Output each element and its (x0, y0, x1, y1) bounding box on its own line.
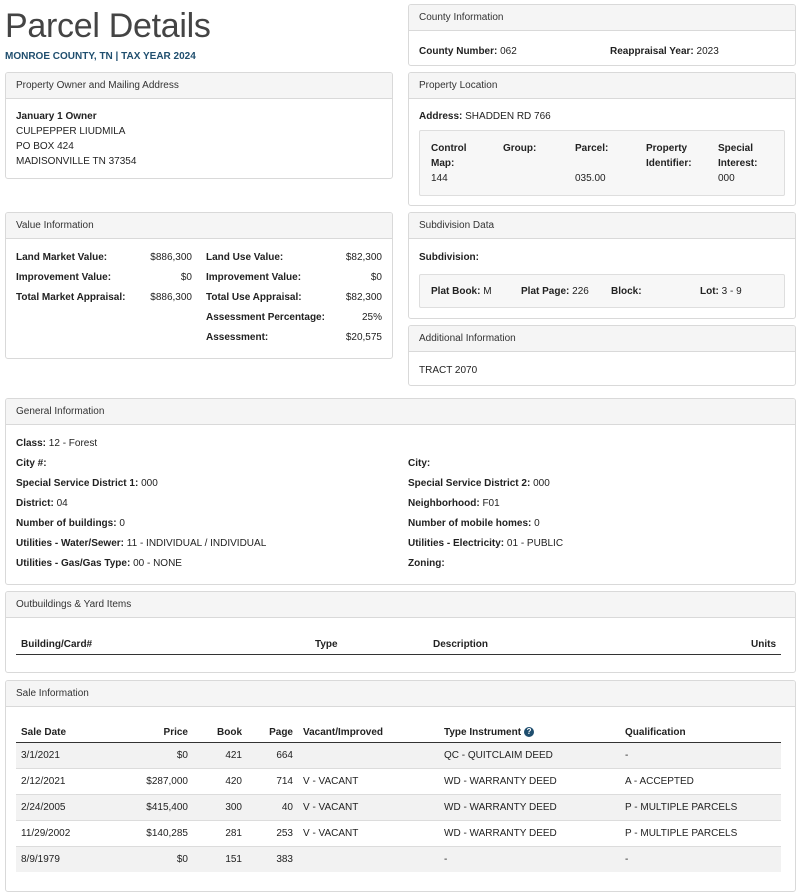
sale-vacant-improved: V - VACANT (298, 820, 439, 846)
col-sale-date: Sale Date (16, 718, 104, 742)
gas-value: 00 - NONE (133, 558, 182, 569)
col-units: Units (678, 630, 781, 654)
property-location-header: Property Location (409, 73, 795, 99)
value-information-panel (5, 212, 393, 359)
additional-information-text: TRACT 2070 (419, 365, 478, 376)
col-description: Description (428, 630, 678, 654)
land-market-label: Land Market Value: (16, 252, 108, 263)
col-building-card: Building/Card# (16, 630, 310, 654)
plat-page-value: 226 (572, 286, 589, 297)
subdivision-header: Subdivision Data (409, 213, 795, 239)
plat-book-field (431, 286, 492, 297)
general-information-panel (5, 398, 796, 585)
class-field (16, 438, 97, 449)
page-title: Parcel Details (5, 7, 211, 45)
zoning-field (408, 558, 445, 569)
lot-label: Lot: (700, 286, 719, 297)
table-row (16, 768, 781, 794)
plat-page-label: Plat Page: (521, 286, 570, 297)
page-subtitle: MONROE COUNTY, TN | TAX YEAR 2024 (5, 51, 196, 62)
improvement-value: $0 (180, 272, 192, 283)
sale-date: 2/24/2005 (16, 794, 104, 820)
city-number-field (16, 458, 47, 469)
outbuildings-panel (5, 591, 796, 673)
assessment-label: Assessment: (206, 332, 269, 343)
sale-date: 3/1/2021 (16, 742, 104, 768)
sale-page: 664 (247, 742, 298, 768)
outbuildings-table (16, 630, 781, 655)
ssd2-label: Special Service District 2: (408, 478, 531, 489)
sale-page: 714 (247, 768, 298, 794)
special-interest-value: 000 (718, 173, 735, 184)
lot-value: 3 - 9 (721, 286, 742, 297)
plat-book-value: M (483, 286, 492, 297)
col-vacant-improved: Vacant/Improved (298, 718, 439, 742)
buildings-field (16, 518, 125, 529)
sale-date: 8/9/1979 (16, 846, 104, 872)
table-row (16, 742, 781, 768)
buildings-value: 0 (119, 518, 125, 529)
col-page: Page (247, 718, 298, 742)
improvement-label: Improvement Value: (16, 272, 112, 283)
sale-date: 11/29/2002 (16, 820, 104, 846)
mobile-homes-label: Number of mobile homes: (408, 518, 532, 529)
buildings-label: Number of buildings: (16, 518, 117, 529)
county-information-header: County Information (409, 5, 795, 31)
county-number-field (419, 46, 517, 57)
total-market-label: Total Market Appraisal: (16, 292, 126, 303)
reappraisal-year-label: Reappraisal Year: (610, 46, 694, 57)
parcel-id-box (419, 130, 785, 196)
property-location-panel (408, 72, 796, 206)
sale-page: 253 (247, 820, 298, 846)
general-information-header: General Information (6, 399, 795, 425)
ssd1-field (16, 478, 158, 489)
block-field (611, 286, 642, 297)
sale-price: $0 (104, 846, 193, 872)
control-map-label-1: Control (431, 143, 467, 154)
mobile-homes-value: 0 (534, 518, 540, 529)
subdivision-label: Subdivision: (419, 252, 479, 263)
sales-table (16, 718, 781, 872)
plat-box (419, 274, 785, 308)
plat-book-label: Plat Book: (431, 286, 481, 297)
total-use-label: Total Use Appraisal: (206, 292, 302, 303)
block-label: Block: (611, 286, 642, 297)
assessment-percentage-label: Assessment Percentage: (206, 312, 325, 323)
ssd1-label: Special Service District 1: (16, 478, 139, 489)
sale-vacant-improved (298, 846, 439, 872)
sale-information-panel (5, 680, 796, 892)
plat-page-field (521, 286, 589, 297)
group-label: Group: (503, 143, 537, 154)
assessment-percentage-value: 25% (361, 312, 382, 323)
sale-price: $0 (104, 742, 193, 768)
land-use-value: $82,300 (345, 252, 382, 263)
owner-name: CULPEPPER LIUDMILA (16, 126, 126, 137)
electricity-value: 01 - PUBLIC (506, 538, 564, 549)
outbuildings-header-row (16, 630, 781, 654)
city-field (408, 458, 430, 469)
county-information-panel (408, 4, 796, 66)
district-field (16, 498, 68, 509)
sale-book: 151 (193, 846, 247, 872)
owner-label: January 1 Owner (16, 111, 97, 122)
parcel-value: 035.00 (575, 173, 606, 184)
type-instrument-label: Type Instrument (444, 726, 522, 738)
col-qualification: Qualification (620, 718, 781, 742)
table-row (16, 794, 781, 820)
reappraisal-year-value: 2023 (696, 46, 719, 57)
sale-book: 420 (193, 768, 247, 794)
table-row (16, 846, 781, 872)
gas-field (16, 558, 182, 569)
improvement-use-value: $0 (370, 272, 382, 283)
improvement-use-label: Improvement Value: (206, 272, 302, 283)
land-market-value: $886,300 (150, 252, 192, 263)
sale-page: 40 (247, 794, 298, 820)
electricity-label: Utilities - Electricity: (408, 538, 505, 549)
ssd1-value: 000 (141, 478, 158, 489)
owner-address-line2: MADISONVILLE TN 37354 (16, 156, 137, 167)
owner-address-line1: PO BOX 424 (16, 141, 74, 152)
address-label: Address: (419, 111, 463, 122)
sale-vacant-improved: V - VACANT (298, 794, 439, 820)
neighborhood-field (408, 498, 500, 509)
col-type-instrument (439, 718, 620, 742)
neighborhood-value: F01 (482, 498, 500, 509)
value-information-header: Value Information (6, 213, 392, 239)
col-price: Price (104, 718, 193, 742)
city-number-label: City #: (16, 458, 47, 469)
help-icon[interactable]: ? (524, 727, 534, 737)
gas-label: Utilities - Gas/Gas Type: (16, 558, 131, 569)
sale-price: $140,285 (104, 820, 193, 846)
sale-qualification: - (620, 846, 781, 872)
assessment-value: $20,575 (345, 332, 382, 343)
owner-header: Property Owner and Mailing Address (6, 73, 392, 99)
address-value: SHADDEN RD 766 (465, 111, 551, 122)
land-use-label: Land Use Value: (206, 252, 284, 263)
col-type: Type (310, 630, 428, 654)
class-label: Class: (16, 438, 47, 449)
table-row (16, 820, 781, 846)
special-interest-label-2: Interest: (718, 158, 758, 169)
sale-type-instrument: WD - WARRANTY DEED (439, 820, 620, 846)
water-sewer-label: Utilities - Water/Sewer: (16, 538, 124, 549)
sale-qualification: A - ACCEPTED (620, 768, 781, 794)
water-sewer-value: 11 - INDIVIDUAL / INDIVIDUAL (126, 538, 267, 549)
additional-information-header: Additional Information (409, 326, 795, 352)
lot-field (700, 286, 742, 297)
city-label: City: (408, 458, 431, 469)
owner-panel (5, 72, 393, 179)
sale-book: 281 (193, 820, 247, 846)
sale-qualification: - (620, 742, 781, 768)
sales-header-row (16, 718, 781, 742)
sale-type-instrument: - (439, 846, 620, 872)
subdivision-panel (408, 212, 796, 319)
property-identifier-label-1: Property (646, 143, 688, 154)
sale-book: 421 (193, 742, 247, 768)
reappraisal-year-field (610, 46, 719, 57)
sale-vacant-improved (298, 742, 439, 768)
sale-type-instrument: WD - WARRANTY DEED (439, 768, 620, 794)
sale-date: 2/12/2021 (16, 768, 104, 794)
zoning-label: Zoning: (408, 558, 445, 569)
outbuildings-header: Outbuildings & Yard Items (6, 592, 795, 618)
sale-information-header: Sale Information (6, 681, 795, 707)
district-label: District: (16, 498, 54, 509)
ssd2-field (408, 478, 550, 489)
district-value: 04 (56, 498, 68, 509)
sale-vacant-improved: V - VACANT (298, 768, 439, 794)
total-use-value: $82,300 (345, 292, 382, 303)
sale-qualification: P - MULTIPLE PARCELS (620, 820, 781, 846)
sale-type-instrument: QC - QUITCLAIM DEED (439, 742, 620, 768)
electricity-field (408, 538, 563, 549)
parcel-label: Parcel: (575, 143, 609, 154)
sale-qualification: P - MULTIPLE PARCELS (620, 794, 781, 820)
sale-book: 300 (193, 794, 247, 820)
sale-price: $415,400 (104, 794, 193, 820)
ssd2-value: 000 (533, 478, 550, 489)
col-book: Book (193, 718, 247, 742)
additional-information-panel (408, 325, 796, 386)
total-market-value: $886,300 (150, 292, 192, 303)
water-sewer-field (16, 538, 266, 549)
mobile-homes-field (408, 518, 540, 529)
subdivision-field (419, 252, 479, 263)
control-map-value: 144 (431, 173, 448, 184)
neighborhood-label: Neighborhood: (408, 498, 480, 509)
county-number-value: 062 (500, 46, 517, 57)
special-interest-label-1: Special (718, 143, 754, 154)
sale-type-instrument: WD - WARRANTY DEED (439, 794, 620, 820)
sale-price: $287,000 (104, 768, 193, 794)
class-value: 12 - Forest (48, 438, 98, 449)
property-identifier-label-2: Identifier: (646, 158, 692, 169)
county-number-label: County Number: (419, 46, 498, 57)
control-map-label-2: Map: (431, 158, 455, 169)
address-field (419, 111, 551, 122)
sale-page: 383 (247, 846, 298, 872)
